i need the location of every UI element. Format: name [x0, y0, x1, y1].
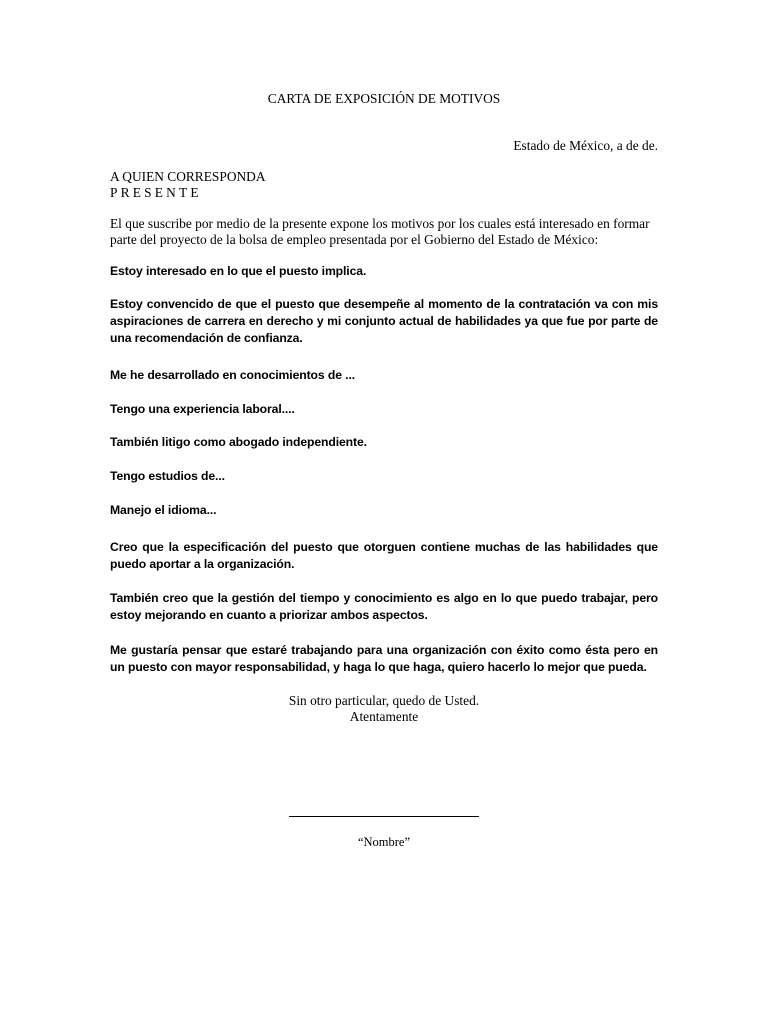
body-paragraph: Estoy convencido de que el puesto que desempeñe al momento de la contratación va con mis aspiraciones de carrera en derecho y mi conjunto actual de habilidades ya que fue por parte de una recomendación de confianza.	[110, 297, 658, 345]
body-paragraph: Me gustaría pensar que estaré trabajando para una organización con éxito como ésta pero en un puesto con mayor responsabilidad, y haga lo que haga, quiero hacerlo lo mejor que pueda.	[110, 643, 658, 674]
closing-signoff: Atentamente	[349, 709, 419, 724]
presente-line: PRESENTE	[110, 185, 202, 200]
body-paragraph: Tengo estudios de...	[110, 469, 225, 483]
letter-title: CARTA DE EXPOSICIÓN DE MOTIVOS	[267, 91, 501, 106]
body-paragraph: Estoy interesado en lo que el puesto implica.	[110, 264, 367, 278]
place-date: Estado de México, a de de.	[513, 138, 658, 153]
closing-block	[0, 693, 768, 725]
body-paragraph: Creo que la especificación del puesto que otorguen contiene muchas de las habilidades que puedo aportar a la organización.	[110, 540, 658, 571]
body-paragraph: Me he desarrollado en conocimientos de ...	[110, 368, 356, 382]
recipient-block	[110, 169, 266, 201]
signature-name: “Nombre”	[357, 835, 411, 849]
intro-paragraph: El que suscribe por medio de la presente expone los motivos por los cuales está interesado en formar parte del proyecto de la bolsa de empleo presentada por el Gobierno del Estado de México:	[110, 216, 650, 247]
recipient-line: A QUIEN CORRESPONDA	[110, 169, 266, 184]
body-paragraph: También creo que la gestión del tiempo y conocimiento es algo en lo que puedo trabajar, pero estoy mejorando en cuanto a priorizar ambos aspectos.	[110, 591, 658, 622]
closing-line: Sin otro particular, quedo de Usted.	[288, 693, 480, 708]
body-paragraph: Manejo el idioma...	[110, 503, 217, 517]
body-paragraph: Tengo una experiencia laboral....	[110, 402, 295, 416]
signature-line	[289, 816, 479, 817]
body-paragraph: También litigo como abogado independiente.	[110, 435, 367, 449]
